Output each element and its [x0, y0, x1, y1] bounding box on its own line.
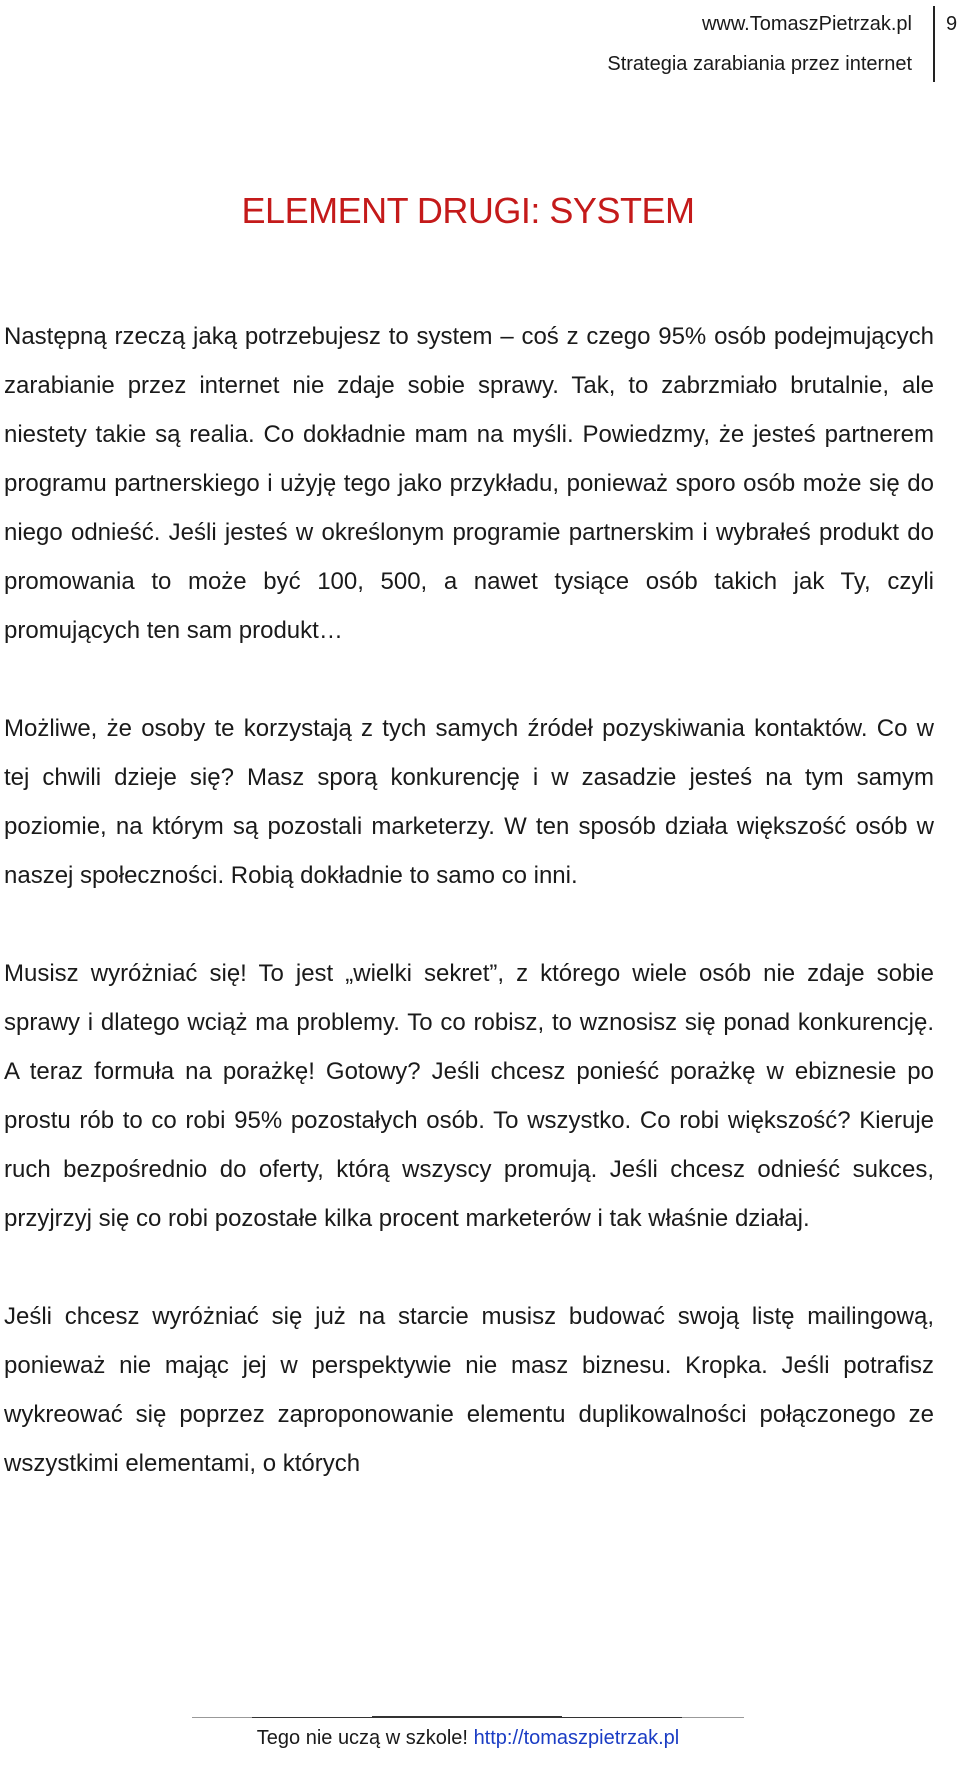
page-header	[0, 0, 960, 90]
header-divider	[933, 6, 935, 82]
paragraph-2: Możliwe, że osoby te korzystają z tych samych źródeł pozyskiwania kontaktów. Co w tej chwili dzieje się? Masz sporą konkurencję i w zasadzie jesteś na tym samym poziomie, na którym są pozostali marketerzy. W ten sposób działa większość osób w naszej społeczności. Robią dokładnie to samo co inni.	[4, 715, 934, 889]
footer-rule	[192, 1717, 744, 1718]
header-subtitle: Strategia zarabiania przez internet	[607, 53, 912, 75]
header-site-url[interactable]: www.TomaszPietrzak.pl	[701, 13, 912, 35]
body-text	[4, 312, 934, 1488]
footer-tagline: Tego nie uczą w szkole!	[256, 1727, 468, 1749]
page-number: 9	[946, 13, 958, 35]
paragraph-1: Następną rzeczą jaką potrzebujesz to system – coś z czego 95% osób podejmujących zarabianie przez internet nie zdaje sobie sprawy. Tak, to zabrzmiało brutalnie, ale niestety takie są realia. Co dokładnie mam na myśli. Powiedzmy, że jesteś partnerem programu partnerskiego i użyję tego jako przykładu, ponieważ sporo osób może się do niego odnieść. Jeśli jesteś w określonym programie partnerskim i wybrałeś produkt do promowania to może być 100, 500, a nawet tysiące osób takich jak Ty, czyli promujących ten sam produkt…	[4, 323, 934, 644]
section-title: ELEMENT DRUGI: SYSTEM	[241, 190, 695, 231]
paragraph-4: Jeśli chcesz wyróżniać się już na starcie musisz budować swoją listę mailingową, ponieważ nie mając jej w perspektywie nie masz biznesu. Kropka. Jeśli potrafisz wykreować się poprzez zaproponowanie elementu duplikowalności połączonego ze wszystkimi elementami, o których	[4, 1303, 934, 1477]
footer	[0, 1724, 936, 1752]
paragraph-3: Musisz wyróżniać się! To jest „wielki sekret”, z którego wiele osób nie zdaje sobie sprawy i dlatego wciąż ma problemy. To co robisz, to wznosisz się ponad konkurencję. A teraz formuła na porażkę! Gotowy? Jeśli chcesz ponieść porażkę w ebiznesie po prostu rób to co robi 95% pozostałych osób. To wszystko. Co robi większość? Kieruje ruch bezpośrednio do oferty, którą wszyscy promują. Jeśli chcesz odnieść sukces, przyjrzyj się co robi pozostałe kilka procent marketerów i tak właśnie działaj.	[4, 960, 934, 1232]
footer-link[interactable]: http://tomaszpietrzak.pl	[473, 1727, 680, 1749]
